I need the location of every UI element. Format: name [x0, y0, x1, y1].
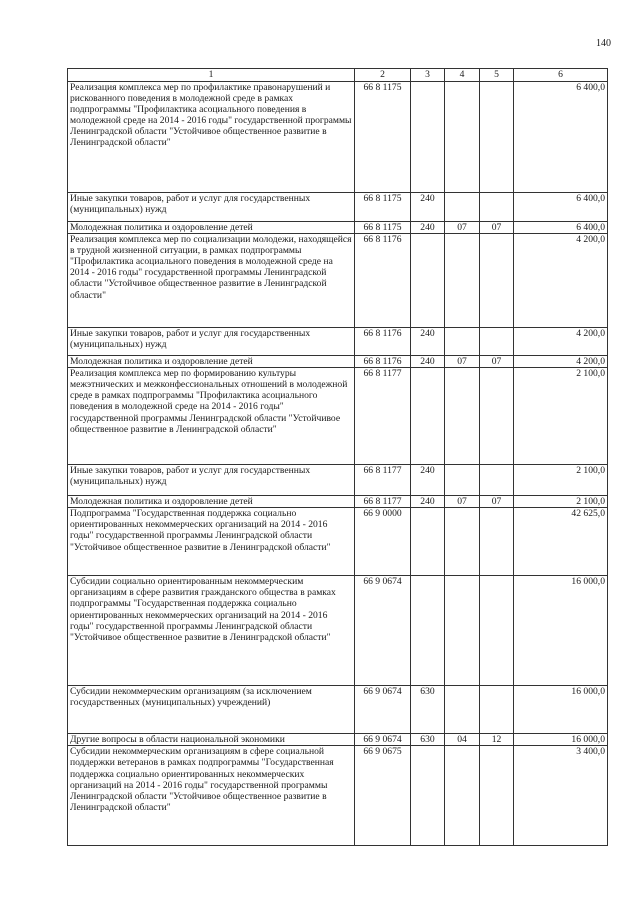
amount: 42 625,0: [514, 508, 608, 576]
subsection: 07: [480, 356, 514, 368]
expense-type: 630: [411, 734, 445, 746]
header-cell: 3: [411, 69, 445, 82]
item-name: Молодежная политика и оздоровление детей: [68, 356, 355, 368]
target-code: 66 8 1176: [355, 328, 411, 356]
target-code: 66 8 1175: [355, 82, 411, 193]
amount: 4 200,0: [514, 328, 608, 356]
section: [445, 234, 480, 328]
table-row: [68, 686, 608, 734]
expense-type: [411, 234, 445, 328]
expense-type: 630: [411, 686, 445, 734]
item-name: Иные закупки товаров, работ и услуг для государственных (муниципальных) нужд: [68, 328, 355, 356]
table-row: [68, 328, 608, 356]
expense-type: [411, 746, 445, 846]
table-row: [68, 496, 608, 508]
amount: 4 200,0: [514, 356, 608, 368]
subsection: [480, 576, 514, 686]
table-header-row: [68, 69, 608, 82]
target-code: 66 9 0674: [355, 686, 411, 734]
expense-type: 240: [411, 356, 445, 368]
item-name: Реализация комплекса мер по формированию культуры межэтнических и межконфессиональных отношений в молодежной среде в рамках подпрограммы "Профилактика асоциального поведения в молодежной среде на 2014 - 2016 годы" государственной программы Ленинградской области "Устойчивое общественное развитие в Ленинградской области": [68, 368, 355, 465]
section: 07: [445, 496, 480, 508]
section: [445, 328, 480, 356]
amount: 2 100,0: [514, 496, 608, 508]
target-code: 66 8 1176: [355, 356, 411, 368]
amount: 2 100,0: [514, 465, 608, 496]
subsection: [480, 328, 514, 356]
item-name: Субсидии некоммерческим организациям (за исключением государственных (муниципальных) учреждений): [68, 686, 355, 734]
subsection: [480, 82, 514, 193]
amount: 2 100,0: [514, 368, 608, 465]
amount: 16 000,0: [514, 734, 608, 746]
amount: 16 000,0: [514, 576, 608, 686]
item-name: Реализация комплекса мер по социализации молодежи, находящейся в трудной жизненной ситуации, в рамках подпрограммы "Профилактика асоциального поведения в молодежной среде на 2014 - 2016 годы" государственной программы Ленинградской области "Устойчивое общественное развитие в Ленинградской области": [68, 234, 355, 328]
expense-type: [411, 82, 445, 193]
amount: 16 000,0: [514, 686, 608, 734]
amount: 3 400,0: [514, 746, 608, 846]
subsection: [480, 234, 514, 328]
subsection: [480, 368, 514, 465]
amount: 6 400,0: [514, 222, 608, 234]
table-row: [68, 465, 608, 496]
expense-type: 240: [411, 496, 445, 508]
table-row: [68, 734, 608, 746]
section: [445, 508, 480, 576]
subsection: [480, 686, 514, 734]
budget-table: [67, 68, 608, 846]
expense-type: 240: [411, 465, 445, 496]
expense-type: 240: [411, 328, 445, 356]
target-code: 66 9 0000: [355, 508, 411, 576]
section: 07: [445, 222, 480, 234]
target-code: 66 9 0674: [355, 734, 411, 746]
table-row: [68, 508, 608, 576]
expense-type: [411, 508, 445, 576]
expense-type: 240: [411, 222, 445, 234]
target-code: 66 8 1175: [355, 193, 411, 222]
target-code: 66 8 1175: [355, 222, 411, 234]
expense-type: [411, 368, 445, 465]
table-row: [68, 222, 608, 234]
expense-type: 240: [411, 193, 445, 222]
subsection: 12: [480, 734, 514, 746]
target-code: 66 9 0675: [355, 746, 411, 846]
section: [445, 576, 480, 686]
item-name: Реализация комплекса мер по профилактике правонарушений и рискованного поведения в молодежной среде в рамках подпрограммы "Профилактика асоциального поведения в молодежной среде на 2014 - 2016 годы" государственной программы Ленинградской области "Устойчивое общественное развитие в Ленинградской области": [68, 82, 355, 193]
table-row: [68, 356, 608, 368]
section: [445, 368, 480, 465]
subsection: 07: [480, 496, 514, 508]
target-code: 66 9 0674: [355, 576, 411, 686]
header-cell: 2: [355, 69, 411, 82]
section: [445, 465, 480, 496]
subsection: [480, 508, 514, 576]
target-code: 66 8 1177: [355, 496, 411, 508]
table-row: [68, 193, 608, 222]
expense-type: [411, 576, 445, 686]
section: [445, 686, 480, 734]
header-cell: 6: [514, 69, 608, 82]
target-code: 66 8 1177: [355, 465, 411, 496]
subsection: [480, 746, 514, 846]
section: [445, 82, 480, 193]
amount: 4 200,0: [514, 234, 608, 328]
item-name: Другие вопросы в области национальной экономики: [68, 734, 355, 746]
amount: 6 400,0: [514, 82, 608, 193]
table-row: [68, 368, 608, 465]
subsection: [480, 465, 514, 496]
item-name: Молодежная политика и оздоровление детей: [68, 222, 355, 234]
item-name: Иные закупки товаров, работ и услуг для государственных (муниципальных) нужд: [68, 193, 355, 222]
table-row: [68, 234, 608, 328]
target-code: 66 8 1177: [355, 368, 411, 465]
page-number: 140: [596, 38, 611, 49]
item-name: Молодежная политика и оздоровление детей: [68, 496, 355, 508]
target-code: 66 8 1176: [355, 234, 411, 328]
table-row: [68, 82, 608, 193]
table-row: [68, 746, 608, 846]
section: 07: [445, 356, 480, 368]
section: 04: [445, 734, 480, 746]
section: [445, 193, 480, 222]
subsection: 07: [480, 222, 514, 234]
item-name: Иные закупки товаров, работ и услуг для государственных (муниципальных) нужд: [68, 465, 355, 496]
header-cell: 1: [68, 69, 355, 82]
subsection: [480, 193, 514, 222]
amount: 6 400,0: [514, 193, 608, 222]
section: [445, 746, 480, 846]
header-cell: 4: [445, 69, 480, 82]
header-cell: 5: [480, 69, 514, 82]
item-name: Субсидии некоммерческим организациям в сфере социальной поддержки ветеранов в рамках подпрограммы "Государственная поддержка социально ориентированных некоммерческих организаций на 2014 - 2016 годы" государственной программы Ленинградской области "Устойчивое общественное развитие в Ленинградской области": [68, 746, 355, 846]
table-row: [68, 576, 608, 686]
item-name: Подпрограмма "Государственная поддержка социально ориентированных некоммерческих организаций на 2014 - 2016 годы" государственной программы Ленинградской области "Устойчивое общественное развитие в Ленинградской области": [68, 508, 355, 576]
item-name: Субсидии социально ориентированным некоммерческим организациям в сфере развития гражданского общества в рамках подпрограммы "Государственная поддержка социально ориентированных некоммерческих организаций на 2014 - 2016 годы" государственной программы Ленинградской области "Устойчивое общественное развитие в Ленинградской области": [68, 576, 355, 686]
